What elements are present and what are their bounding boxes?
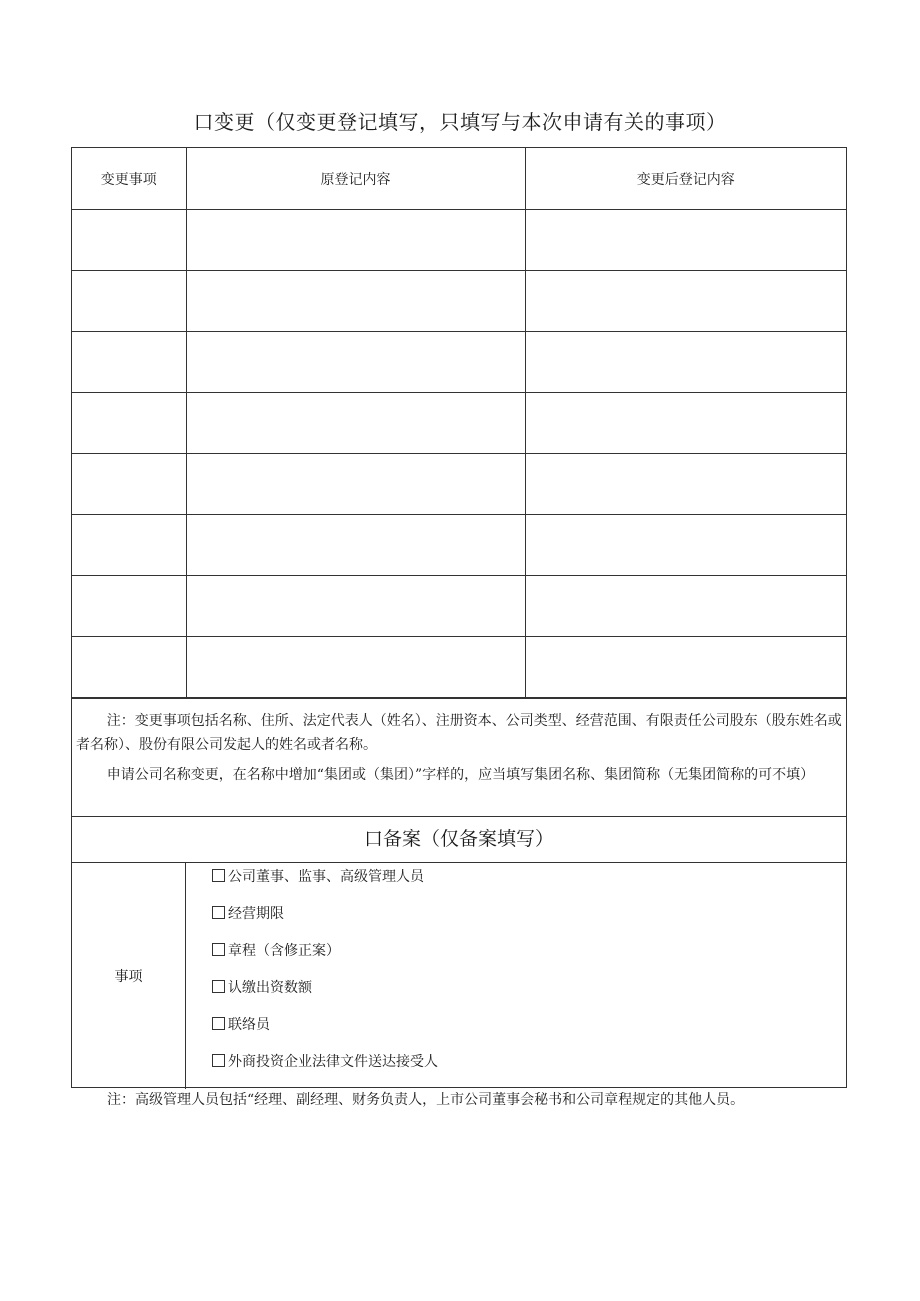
filing-options <box>186 863 846 1089</box>
change-title-text: 变更（仅变更登记填写，只填写与本次申请有关的事项） <box>214 110 727 134</box>
checkbox-icon[interactable] <box>212 1054 225 1067</box>
option-label: 认缴出资数额 <box>228 980 312 996</box>
header-original-content: 原登记内容 <box>186 148 525 210</box>
checkbox-icon[interactable] <box>212 869 225 882</box>
change-table <box>72 148 846 698</box>
filing-option-liaison[interactable] <box>186 1013 846 1050</box>
change-note-2: 申请公司名称变更，在名称中增加“集团或（集团）”字样的，应当填写集团名称、集团简称（无集团简称的可不填） <box>106 767 815 783</box>
option-label: 外商投资企业法律文件送达接受人 <box>228 1054 438 1070</box>
filing-option-capital[interactable] <box>186 976 846 1013</box>
option-label: 章程（含修正案） <box>228 943 340 959</box>
filing-table <box>72 862 846 1089</box>
change-item-cell[interactable] <box>72 210 186 271</box>
change-item-cell[interactable] <box>72 393 186 454</box>
header-new-content: 变更后登记内容 <box>525 148 846 210</box>
new-content-cell[interactable] <box>525 454 846 515</box>
change-item-cell[interactable] <box>72 515 186 576</box>
checkbox-icon[interactable] <box>212 906 225 919</box>
original-content-cell[interactable] <box>186 637 525 698</box>
footnote: 注：高级管理人员包括“经理、副经理、财务负责人，上市公司董事会秘书和公司章程规定的其他人员。 <box>107 1092 745 1108</box>
filing-checkbox[interactable]: 口 <box>363 828 383 850</box>
change-item-cell[interactable] <box>72 271 186 332</box>
form-frame <box>71 147 847 1088</box>
change-row <box>72 637 846 698</box>
change-row <box>72 393 846 454</box>
filing-option-articles[interactable] <box>186 939 846 976</box>
new-content-cell[interactable] <box>525 637 846 698</box>
change-item-cell[interactable] <box>72 637 186 698</box>
change-notes <box>72 698 846 816</box>
filing-section-title <box>72 816 846 862</box>
change-row <box>72 515 846 576</box>
original-content-cell[interactable] <box>186 210 525 271</box>
change-row <box>72 332 846 393</box>
original-content-cell[interactable] <box>186 454 525 515</box>
new-content-cell[interactable] <box>525 271 846 332</box>
filing-option-term[interactable] <box>186 902 846 939</box>
change-row <box>72 271 846 332</box>
option-label: 公司董事、监事、高级管理人员 <box>228 869 424 885</box>
filing-option-officers[interactable] <box>186 865 846 902</box>
option-label: 联络员 <box>228 1017 270 1033</box>
new-content-cell[interactable] <box>525 576 846 637</box>
filing-label: 事项 <box>72 863 186 1089</box>
change-item-cell[interactable] <box>72 454 186 515</box>
change-row <box>72 210 846 271</box>
original-content-cell[interactable] <box>186 515 525 576</box>
filing-option-service-agent[interactable] <box>186 1050 846 1087</box>
original-content-cell[interactable] <box>186 271 525 332</box>
original-content-cell[interactable] <box>186 576 525 637</box>
change-checkbox[interactable]: 口 <box>193 110 214 134</box>
filing-title-text: 备案（仅备案填写） <box>383 828 555 850</box>
change-note-1: 注：变更事项包括名称、住所、法定代表人（姓名）、注册资本、公司类型、经营范围、有限责任公司股东（股东姓名或者名称）、股份有限公司发起人的姓名或者名称。 <box>76 713 842 753</box>
change-item-cell[interactable] <box>72 332 186 393</box>
original-content-cell[interactable] <box>186 332 525 393</box>
checkbox-icon[interactable] <box>212 943 225 956</box>
change-section-title <box>0 106 920 135</box>
option-label: 经营期限 <box>228 906 284 922</box>
change-row <box>72 576 846 637</box>
change-table-header <box>72 148 846 210</box>
new-content-cell[interactable] <box>525 210 846 271</box>
original-content-cell[interactable] <box>186 393 525 454</box>
checkbox-icon[interactable] <box>212 980 225 993</box>
new-content-cell[interactable] <box>525 332 846 393</box>
change-row <box>72 454 846 515</box>
header-change-item: 变更事项 <box>72 148 186 210</box>
checkbox-icon[interactable] <box>212 1017 225 1030</box>
new-content-cell[interactable] <box>525 515 846 576</box>
change-item-cell[interactable] <box>72 576 186 637</box>
new-content-cell[interactable] <box>525 393 846 454</box>
